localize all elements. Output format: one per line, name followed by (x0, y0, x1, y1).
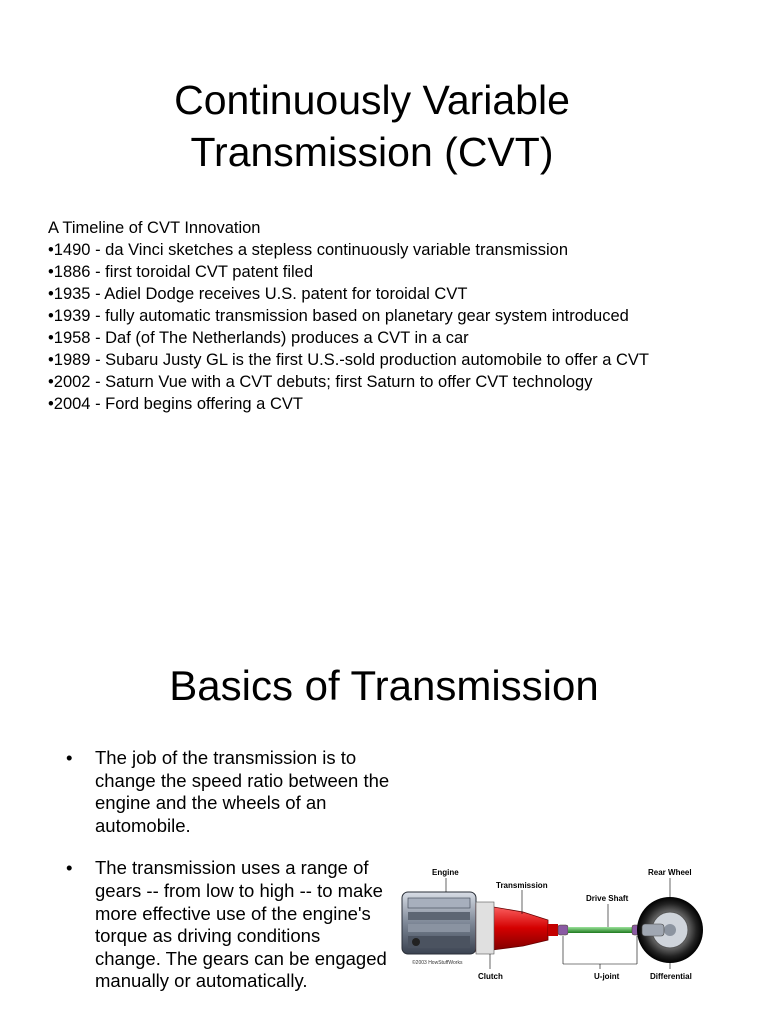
timeline-item: •1886 - first toroidal CVT patent filed (48, 263, 314, 281)
bullet-text: The transmission uses a range of gears -- from low to high -- to make more effective use of the engine's torque as driving conditions change. The gears can be engaged manually or automatically. (95, 857, 387, 992)
engine-graphic (402, 892, 476, 954)
timeline-item: •1490 - da Vinci sketches a stepless continuously variable transmission (48, 241, 568, 259)
bullet-text: The job of the transmission is to change the speed ratio between the engine and the wheels of an automobile. (95, 747, 390, 836)
slide1-title-line1: Continuously Variable (174, 77, 570, 123)
bullet-item (60, 747, 390, 837)
timeline-item: •1939 - fully automatic transmission based on planetary gear system introduced (48, 307, 629, 325)
timeline-heading: A Timeline of CVT Innovation (48, 219, 261, 237)
label-u-joint: U-joint (594, 972, 620, 981)
timeline-item: •1989 - Subaru Justy GL is the first U.S.-sold production automobile to offer a CVT (48, 351, 649, 369)
rear-wheel-graphic (637, 897, 703, 963)
drive-shaft-graphic (558, 925, 642, 935)
bullet-marker: • (66, 747, 73, 768)
label-differential: Differential (650, 972, 692, 981)
cvt-timeline (48, 217, 748, 415)
timeline-item: •2002 - Saturn Vue with a CVT debuts; first Saturn to offer CVT technology (48, 373, 593, 391)
label-drive-shaft: Drive Shaft (586, 894, 629, 903)
timeline-item: •1958 - Daf (of The Netherlands) produces a CVT in a car (48, 329, 469, 347)
drivetrain-diagram (398, 864, 708, 986)
label-rear-wheel: Rear Wheel (648, 868, 692, 877)
timeline-item: •1935 - Adiel Dodge receives U.S. patent for toroidal CVT (48, 285, 468, 303)
transmission-bullets (60, 747, 390, 1013)
label-clutch: Clutch (478, 972, 503, 981)
label-transmission: Transmission (496, 881, 548, 890)
timeline-list (48, 239, 748, 415)
slide1-title-line2: Transmission (CVT) (190, 129, 554, 175)
bullet-marker: • (66, 857, 73, 879)
label-engine: Engine (432, 868, 459, 877)
slide1-title (0, 74, 744, 178)
transmission-graphic (476, 902, 558, 954)
bullet-item (60, 857, 390, 993)
slide2-title: Basics of Transmission (169, 662, 599, 709)
timeline-item: •2004 - Ford begins offering a CVT (48, 395, 303, 413)
diagram-copyright: ©2003 HowStuffWorks (412, 960, 463, 966)
